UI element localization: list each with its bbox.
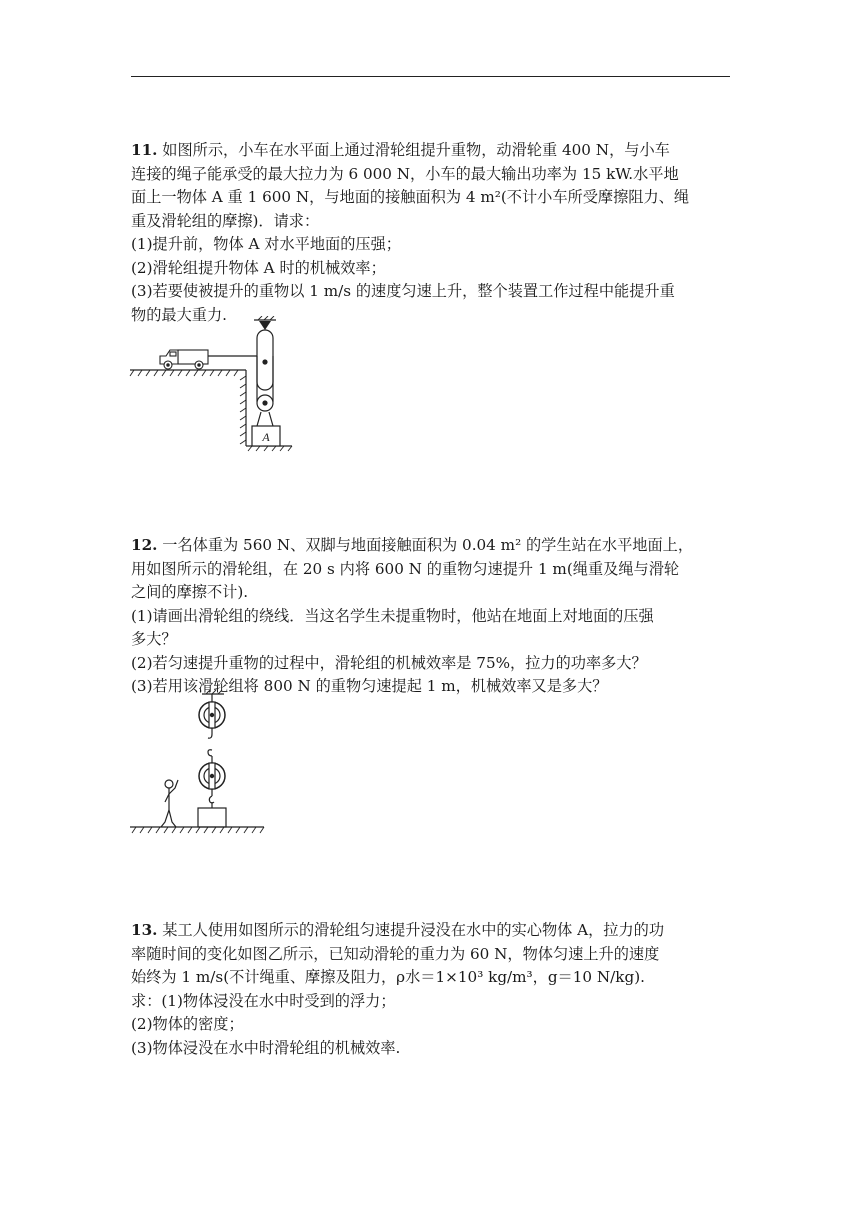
header-rule	[131, 76, 730, 77]
problem-number: 12.	[131, 536, 158, 554]
problem-13-line-2: 率随时间的变化如图乙所示，已知动滑轮的重力为 60 N，物体匀速上升的速度	[131, 944, 660, 963]
problem-13-line-6: (3)物体浸没在水中时滑轮组的机械效率.	[131, 1038, 401, 1057]
problem-12-line-7: (3)若用该滑轮组将 800 N 的重物匀速提起 1 m，机械效率又是多大？	[131, 677, 608, 695]
block-a-label: A	[262, 430, 270, 444]
problem-number: 13.	[131, 921, 158, 939]
problem-11	[131, 139, 731, 327]
problem-12-line-3: 之间的摩擦不计).	[131, 583, 249, 601]
student-icon	[161, 780, 178, 827]
problem-11-line-2: 连接的绳子能承受的最大拉力为 6 000 N，小车的最大输出功率为 15 kW.水平地	[131, 164, 679, 183]
problem-11-line-8: 物的最大重力.	[131, 305, 227, 324]
problem-11-line-4: 重及滑轮组的摩擦)．请求：	[131, 211, 320, 230]
problem-number: 11.	[131, 141, 158, 159]
problem-11-line-6: (2)滑轮组提升物体 A 时的机械效率；	[131, 258, 386, 277]
problem-13-line-1: 13. 某工人使用如图所示的滑轮组匀速提升浸没在水中的实心物体 A，拉力的功	[131, 921, 665, 939]
problem-12-line-1: 12. 一名体重为 560 N、双脚与地面接触面积为 0.04 m² 的学生站在水平地面上，	[131, 536, 694, 554]
problem-11-line-3: 面上一物体 A 重 1 600 N，与地面的接触面积为 4 m²(不计小车所受摩擦阻力、绳	[131, 188, 690, 206]
problem-12-line-6: (2)若匀速提升重物的过程中，滑轮组的机械效率是 75%，拉力的功率多大？	[131, 653, 647, 672]
problem-11-line-1: 11. 如图所示，小车在水平面上通过滑轮组提升重物，动滑轮重 400 N，与小车	[131, 141, 670, 159]
problem-13-line-5: (2)物体的密度；	[131, 1015, 244, 1033]
problem-12-line-4: (1)请画出滑轮组的绕线．当这名学生未提重物时，他站在地面上对地面的压强	[131, 606, 654, 625]
problem-13-line-3: 始终为 1 m/s(不计绳重、摩擦及阻力，ρ水＝1×10³ kg/m³，g＝10 N/kg).	[131, 968, 645, 986]
problem-11-line-5: (1)提升前，物体 A 对水平地面的压强；	[131, 235, 401, 253]
problem-13-line-4: 求：(1)物体浸没在水中时受到的浮力；	[131, 991, 396, 1010]
problem-11-line-7: (3)若要使被提升的重物以 1 m/s 的速度匀速上升，整个装置工作过程中能提升重	[131, 282, 675, 300]
problem-13	[131, 919, 731, 1060]
truck-pulley-figure	[128, 316, 298, 452]
problem-12-line-5: 多大？	[131, 630, 177, 648]
student-pulley-figure	[128, 690, 268, 836]
truck-icon	[160, 350, 208, 369]
problem-12-line-2: 用如图所示的滑轮组，在 20 s 内将 600 N 的重物匀速提升 1 m(绳重及绳与滑轮	[131, 559, 680, 578]
problem-12	[131, 534, 731, 699]
